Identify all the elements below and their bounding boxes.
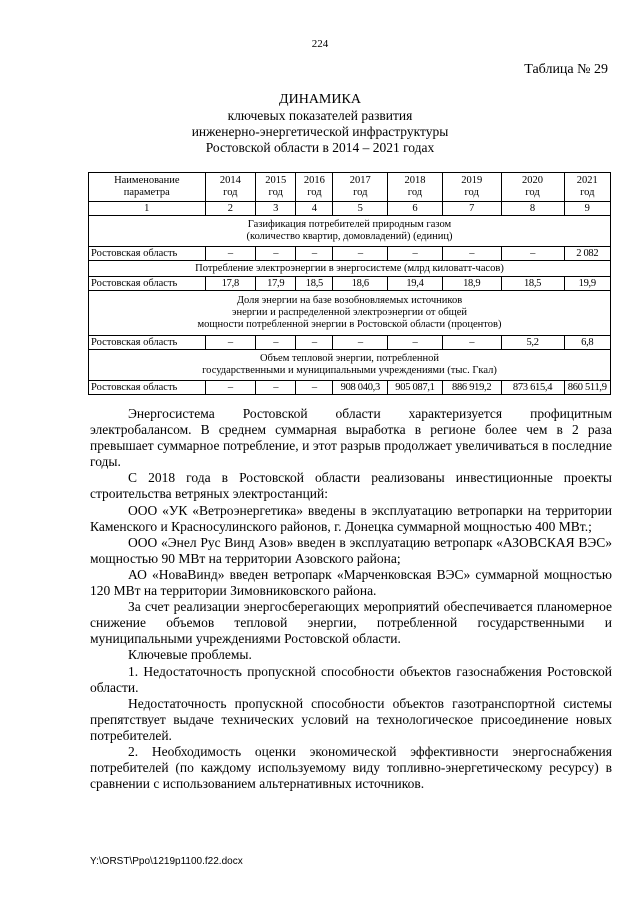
- value-cell: 18,5: [296, 277, 333, 291]
- column-number: 8: [501, 202, 564, 216]
- section-title-electricity: Потребление электроэнергии в энергосистеме (млрд киловатт-часов): [89, 261, 611, 277]
- column-number: 4: [296, 202, 333, 216]
- section-header-row: [89, 350, 611, 381]
- column-number: 2: [205, 202, 256, 216]
- header-year-2018: 2018 год: [388, 173, 443, 202]
- value-cell: –: [501, 247, 564, 261]
- value-cell: 19,4: [388, 277, 443, 291]
- paragraph: АО «НоваВинд» введен ветропарк «Марченковская ВЭС» суммарной мощностью 120 МВт на территории Зимовниковского района.: [90, 566, 612, 599]
- value-cell: 905 087,1: [388, 381, 443, 395]
- table-row: [89, 381, 611, 395]
- region-cell: Ростовская область: [89, 381, 206, 395]
- section-title-heat: Объем тепловой энергии, потребленной государственными и муниципальными учреждениями (тыс. Гкал): [89, 350, 611, 381]
- value-cell: –: [256, 247, 296, 261]
- value-cell: –: [333, 247, 388, 261]
- column-number: 3: [256, 202, 296, 216]
- title-line-1: ДИНАМИКА: [279, 92, 361, 107]
- paragraph: 2. Необходимость оценки экономической эффективности энергоснабжения потребителей (по каждому используемому виду топливно-энергетическому ресурсу) в сравнении с использованием альтернативных источников.: [90, 743, 612, 792]
- value-cell: 17,8: [205, 277, 256, 291]
- header-year-2019: 2019 год: [442, 173, 501, 202]
- value-cell: –: [388, 247, 443, 261]
- table-row: [89, 277, 611, 291]
- value-cell: 886 919,2: [442, 381, 501, 395]
- value-cell: –: [296, 247, 333, 261]
- value-cell: 18,9: [442, 277, 501, 291]
- region-cell: Ростовская область: [89, 336, 206, 350]
- header-year-2014: 2014 год: [205, 173, 256, 202]
- section-title-gasification: Газификация потребителей природным газом (количество квартир, домовладений) (единиц): [89, 216, 611, 247]
- column-number: 7: [442, 202, 501, 216]
- title-line-2: ключевых показателей развития: [227, 108, 413, 123]
- value-cell: –: [296, 336, 333, 350]
- table-row: [89, 336, 611, 350]
- dynamics-table: [88, 172, 611, 395]
- value-cell: 18,6: [333, 277, 388, 291]
- value-cell: 18,5: [501, 277, 564, 291]
- region-cell: Ростовская область: [89, 277, 206, 291]
- header-year-2021: 2021 год: [564, 173, 610, 202]
- value-cell: 5,2: [501, 336, 564, 350]
- header-year-2015: 2015 год: [256, 173, 296, 202]
- section-header-row: [89, 261, 611, 277]
- body-text: [90, 406, 612, 792]
- column-number: 5: [333, 202, 388, 216]
- value-cell: 860 511,9: [564, 381, 610, 395]
- value-cell: 6,8: [564, 336, 610, 350]
- value-cell: –: [205, 336, 256, 350]
- paragraph: С 2018 года в Ростовской области реализованы инвестиционные проекты строительства ветряных электростанций:: [90, 470, 612, 502]
- column-number-row: [89, 202, 611, 216]
- section-header-row: [89, 291, 611, 336]
- value-cell: –: [205, 381, 256, 395]
- value-cell: 17,9: [256, 277, 296, 291]
- title-line-4: Ростовской области в 2014 – 2021 годах: [205, 140, 435, 155]
- column-number: 6: [388, 202, 443, 216]
- footer-file-path: Y:\ORST\Ppo\1219p1100.f22.docx: [90, 856, 243, 867]
- table-row: [89, 247, 611, 261]
- paragraph: Энергосистема Ростовской области характеризуется профицитным электробалансом. В среднем суммарная выработка в регионе более чем в 2 раза превышает суммарное потребление, и этот разрыв продолжает увеличиваться в последние годы.: [90, 406, 612, 470]
- region-cell: Ростовская область: [89, 247, 206, 261]
- value-cell: –: [442, 336, 501, 350]
- value-cell: –: [205, 247, 256, 261]
- section-title-renewables: Доля энергии на базе возобновляемых источников энергии и распределенной электроэнергии от общей мощности потребленной энергии в Ростовской области (процентов): [89, 291, 611, 336]
- value-cell: 2 082: [564, 247, 610, 261]
- header-year-2020: 2020 год: [501, 173, 564, 202]
- paragraph: Ключевые проблемы.: [128, 647, 252, 663]
- value-cell: –: [256, 381, 296, 395]
- value-cell: 873 615,4: [501, 381, 564, 395]
- header-param: Наименование параметра: [89, 173, 206, 202]
- value-cell: –: [442, 247, 501, 261]
- value-cell: –: [333, 336, 388, 350]
- paragraph: 1. Недостаточность пропускной способности объектов газоснабжения Ростовской области.: [90, 663, 612, 695]
- paragraph: За счет реализации энергосберегающих мероприятий обеспечивается планомерное снижение объемов тепловой энергии, потребленной государственными и муниципальными учреждениями Ростовской области.: [90, 599, 612, 647]
- section-header-row: [89, 216, 611, 247]
- value-cell: –: [388, 336, 443, 350]
- header-year-2016: 2016 год: [296, 173, 333, 202]
- header-year-2017: 2017 год: [333, 173, 388, 202]
- value-cell: 19,9: [564, 277, 610, 291]
- paragraph: Недостаточность пропускной способности объектов газотранспортной системы препятствует выдаче технических условий на технологическое присоединение новых потребителей.: [90, 695, 612, 743]
- value-cell: 908 040,3: [333, 381, 388, 395]
- title-line-3: инженерно-энергетической инфраструктуры: [191, 124, 449, 139]
- table-title: [0, 92, 640, 156]
- page-number: 224: [311, 38, 329, 50]
- column-number: 9: [564, 202, 610, 216]
- table-header-row: [89, 173, 611, 202]
- paragraph: ООО «Энел Рус Винд Азов» введен в эксплуатацию ветропарк «АЗОВСКАЯ ВЭС» мощностью 90 МВт на территории Азовского района;: [90, 534, 612, 566]
- paragraph: ООО «УК «Ветроэнергетика» введены в эксплуатацию ветропарки на территории Каменского и Красносулинского районов, г. Донецка суммарной мощностью 400 МВт.;: [90, 502, 612, 534]
- value-cell: –: [296, 381, 333, 395]
- value-cell: –: [256, 336, 296, 350]
- table-label: Таблица № 29: [524, 62, 608, 77]
- column-number: 1: [89, 202, 206, 216]
